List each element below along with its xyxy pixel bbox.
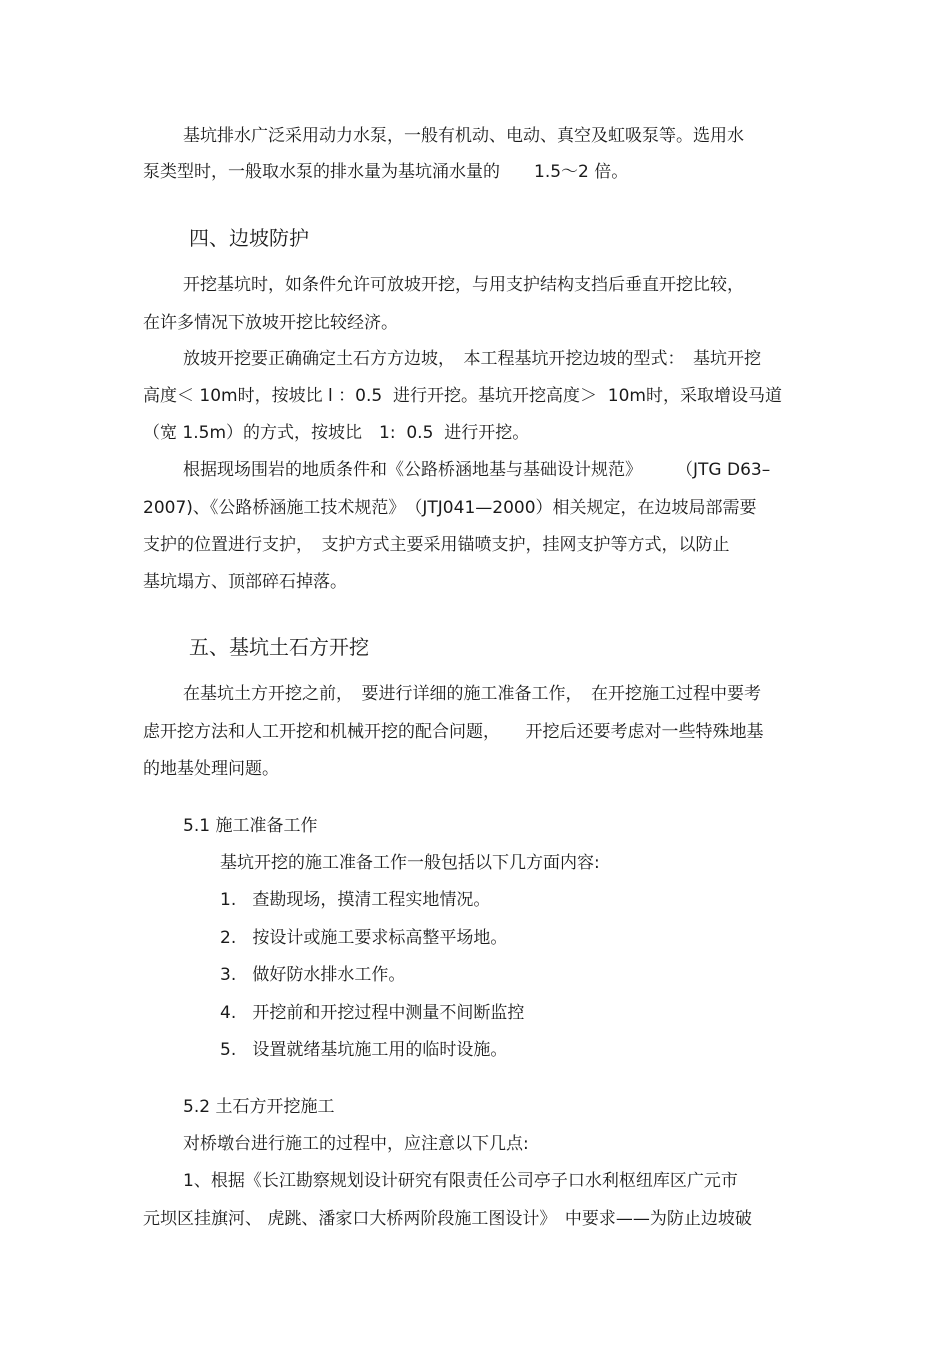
paragraph-line: 根据现场围岩的地质条件和《公路桥涵地基与基础设计规范》 （JTG D63– — [183, 460, 771, 480]
list-item: 1. 查勘现场，摸清工程实地情况。 — [220, 890, 491, 910]
section-heading: 五、基坑土石方开挖 — [189, 635, 369, 659]
paragraph-line: 支护的位置进行支护， 支护方式主要采用锚喷支护，挂网支护等方式，以防止 — [143, 535, 730, 555]
paragraph-line: 元坝区挂旗河、 虎跳、潘家口大桥两阶段施工图设计》 中要求——为防止边坡破 — [143, 1209, 752, 1229]
paragraph-line: 在许多情况下放坡开挖比较经济。 — [143, 313, 398, 333]
paragraph-line: （宽 1.5m）的方式，按坡比 1: 0.5 进行开挖。 — [143, 423, 530, 443]
paragraph-line: 的地基处理问题。 — [143, 759, 279, 779]
paragraph-line: 基坑开挖的施工准备工作一般包括以下几方面内容: — [220, 853, 600, 873]
paragraph-line: 虑开挖方法和人工开挖和机械开挖的配合问题， 开挖后还要考虑对一些特殊地基 — [143, 722, 764, 742]
list-item: 3. 做好防水排水工作。 — [220, 965, 406, 985]
paragraph-line: 1、根据《长江勘察规划设计研究有限责任公司亭子口水利枢纽库区广元市 — [183, 1171, 738, 1191]
paragraph-line: 对桥墩台进行施工的过程中，应注意以下几点: — [183, 1134, 529, 1154]
paragraph-line: 放坡开挖要正确确定土石方方边坡， 本工程基坑开挖边坡的型式： 基坑开挖 — [183, 349, 761, 369]
subsection-heading: 5.1 施工准备工作 — [183, 816, 318, 836]
list-item: 4. 开挖前和开挖过程中测量不间断监控 — [220, 1003, 525, 1023]
section-heading: 四、边坡防护 — [189, 226, 309, 250]
paragraph-line: 基坑排水广泛采用动力水泵，一般有机动、电动、真空及虹吸泵等。选用水 — [183, 126, 744, 146]
subsection-heading: 5.2 土石方开挖施工 — [183, 1097, 335, 1117]
paragraph-line: 在基坑土方开挖之前， 要进行详细的施工准备工作， 在开挖施工过程中要考 — [183, 684, 761, 704]
list-item: 5. 设置就绪基坑施工用的临时设施。 — [220, 1040, 508, 1060]
paragraph-line: 基坑塌方、顶部碎石掉落。 — [143, 572, 347, 592]
paragraph-line: 开挖基坑时，如条件允许可放坡开挖，与用支护结构支挡后垂直开挖比较， — [183, 275, 744, 295]
paragraph-line: 高度＜ 10m时，按坡比 l ：0.5 进行开挖。基坑开挖高度＞ 10m时，采取增设马道 — [143, 386, 782, 406]
list-item: 2. 按设计或施工要求标高整平场地。 — [220, 928, 508, 948]
paragraph-line: 2007)、《公路桥涵施工技术规范》 （JTJ041—2000）相关规定，在边坡局部需要 — [143, 498, 757, 518]
paragraph-line: 泵类型时，一般取水泵的排水量为基坑涌水量的 1.5～2 倍。 — [143, 162, 629, 182]
